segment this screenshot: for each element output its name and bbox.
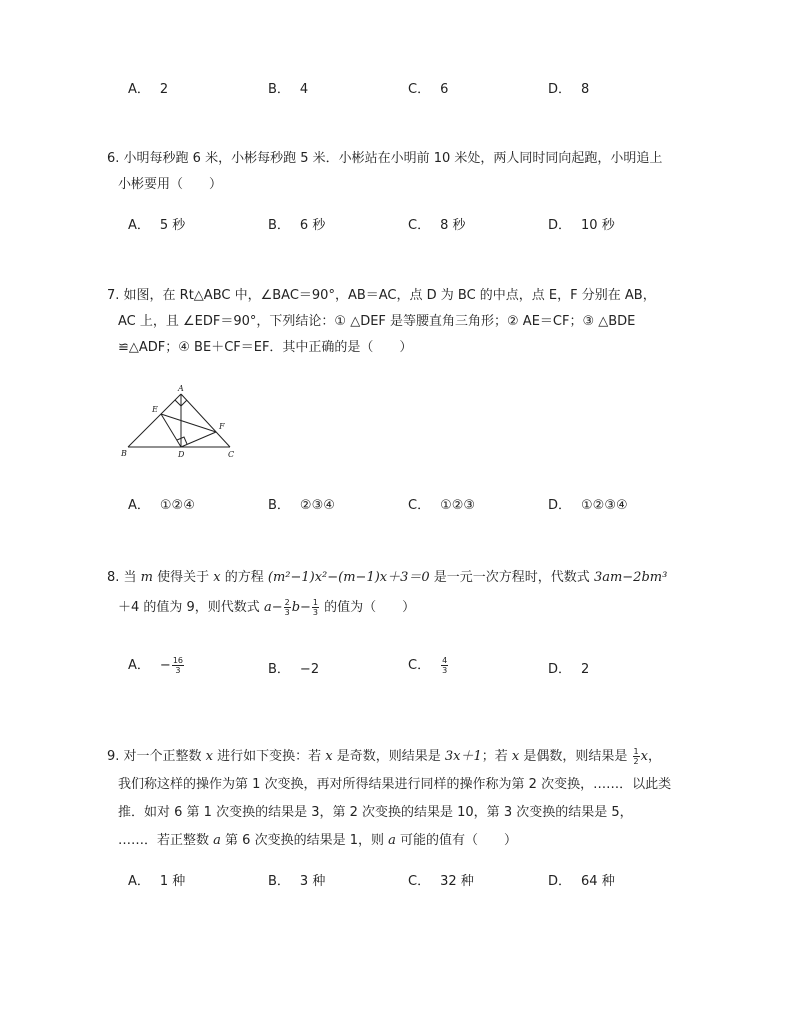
q8-fraction-2-3: $\frac{2}{3}$	[284, 598, 290, 617]
q6-option-c: C． 8 秒	[408, 218, 466, 233]
q8-stem	[107, 563, 667, 623]
vertex-label-f: F	[219, 422, 225, 431]
q7-option-c: C． ①②③	[408, 498, 476, 513]
q9-fraction-half: $\frac{1}{2}$	[633, 747, 639, 766]
q9-stem	[107, 743, 671, 855]
q7-option-a: A． ①②④	[128, 498, 195, 513]
q8-expression-1: 3am−2bm³	[593, 570, 668, 585]
q7-option-d: D． ①②③④	[548, 498, 628, 513]
q8-option-a: A． − $\frac{16}{3}$	[128, 656, 183, 675]
q9-odd-expression: 3x＋1	[444, 749, 482, 764]
q9-line2: 我们称这样的操作为第 1 次变换，再对所得结果进行同样的操作称为第 2 次变换，……．以此类	[118, 777, 672, 792]
q8-equation: (m²−1)x²−(m−1)x＋3＝0	[267, 570, 430, 585]
q9-option-a: A． 1 种	[128, 874, 186, 889]
q5-option-d: D． 8	[548, 82, 590, 97]
q8-option-c: C． $\frac{4}{3}$	[408, 656, 448, 675]
q6-option-d: D． 10 秒	[548, 218, 615, 233]
q8-option-b: B． −2	[268, 662, 320, 677]
q8-fraction-1-3: $\frac{1}{3}$	[312, 598, 319, 617]
q7-line3: ≌△ADF；④ BE＋CF＝EF．其中正确的是（ ）	[118, 340, 413, 355]
q7-triangle-figure	[118, 382, 248, 462]
vertex-label-c: C	[228, 450, 235, 459]
vertex-label-d: D	[178, 450, 185, 459]
q8-line2: ＋4 的值为 9，则代数式 a− $\frac{2}{3}$ b− $\frac{1}{3}$ 的值为（ ）	[118, 598, 416, 617]
q9-line1: 9. 对一个正整数 x 进行如下变换：若 x 是奇数，则结果是 3x＋1；若 x 是偶数，则结果是 $\frac{1}{2}$ x，	[107, 747, 661, 766]
q6-option-a: A． 5 秒	[128, 218, 186, 233]
segment-fd	[181, 432, 216, 447]
q7-stem	[107, 283, 656, 361]
q5-option-a: A． 2	[128, 82, 169, 97]
q7-line2: AC 上，且 ∠EDF＝90°，下列结论：① △DEF 是等腰直角三角形；② AE＝CF；③ △BDE	[118, 314, 636, 329]
q9-option-d: D． 64 种	[548, 874, 615, 889]
q5-option-c: C． 6	[408, 82, 449, 97]
segment-ab	[128, 394, 181, 447]
q6-option-b: B． 6 秒	[268, 218, 326, 233]
q7-option-b: B． ②③④	[268, 498, 335, 513]
q7-line1: 7. 如图，在 Rt△ABC 中，∠BAC＝90°，AB＝AC，点 D 为 BC 的中点，点 E，F 分别在 AB，	[107, 288, 656, 303]
q6-line2: 小彬要用（ ）	[118, 177, 223, 192]
q9-option-b: B． 3 种	[268, 874, 326, 889]
q9-line4: ……．若正整数 a 第 6 次变换的结果是 1，则 a 可能的值有（ ）	[118, 833, 518, 848]
q8-option-c-fraction: $\frac{4}{3}$	[442, 656, 448, 675]
segment-ac	[181, 394, 230, 447]
q8-option-d: D． 2	[548, 662, 590, 677]
q9-line3: 推．如对 6 第 1 次变换的结果是 3，第 2 次变换的结果是 10，第 3 次变换的结果是 5，	[118, 805, 633, 820]
segment-ed	[161, 414, 181, 447]
q6-line1: 6. 小明每秒跑 6 米，小彬每秒跑 5 米．小彬站在小明前 10 米处，两人同时同向起跑，小明追上	[107, 151, 663, 166]
vertex-label-b: B	[121, 449, 127, 458]
q8-line1: 8. 当 m 使得关于 x 的方程 (m²−1)x²−(m−1)x＋3＝0 是一元一次方程时，代数式 3am−2bm³	[107, 570, 668, 585]
q6-stem	[107, 146, 662, 198]
q8-option-a-fraction: $\frac{16}{3}$	[172, 656, 183, 675]
q5-option-b: B． 4	[268, 82, 309, 97]
vertex-label-a: A	[178, 384, 184, 393]
q9-option-c: C． 32 种	[408, 874, 474, 889]
vertex-label-e: E	[152, 405, 158, 414]
